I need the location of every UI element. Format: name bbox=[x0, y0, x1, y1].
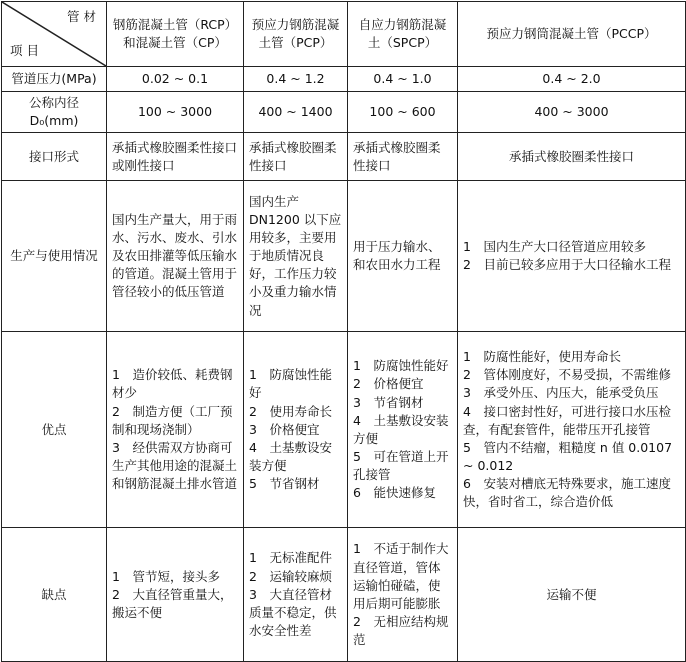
usage-label: 生产与使用情况 bbox=[2, 181, 107, 332]
advantages-rcp bbox=[107, 332, 244, 528]
header-spcp: 自应力钢筋混凝土（SPCP） bbox=[348, 2, 458, 67]
advantages-row bbox=[2, 332, 686, 528]
usage-spcp: 用于压力输水、和农田水力工程 bbox=[348, 181, 458, 332]
advantage-item: 2 价格便宜 bbox=[353, 376, 424, 392]
diameter-pcp: 400 ~ 1400 bbox=[244, 92, 348, 133]
joint-spcp: 承插式橡胶圈柔性接口 bbox=[348, 133, 458, 181]
corner-label-material: 管 材 bbox=[67, 9, 96, 24]
pipe-comparison-table bbox=[1, 1, 686, 662]
pressure-label: 管道压力(MPa) bbox=[2, 67, 107, 92]
disadvantages-pccp: 运输不便 bbox=[458, 528, 686, 662]
usage-row bbox=[2, 181, 686, 332]
advantage-item: 5 可在管道上开孔接管 bbox=[353, 448, 449, 482]
advantage-item: 1 造价较低、耗费钢材少 bbox=[112, 367, 233, 401]
advantages-spcp bbox=[348, 332, 458, 528]
advantages-pccp bbox=[458, 332, 686, 528]
diameter-row bbox=[2, 92, 686, 133]
header-row bbox=[2, 2, 686, 67]
diameter-spcp: 100 ~ 600 bbox=[348, 92, 458, 133]
advantage-item: 4 接口密封性好，可进行接口水压检查，有配套管件，能带压开孔接管 bbox=[463, 403, 671, 437]
corner-label-item: 项 目 bbox=[10, 42, 39, 58]
advantage-item: 4 土基敷设安装方便 bbox=[249, 439, 332, 473]
pressure-rcp: 0.02 ~ 0.1 bbox=[107, 67, 244, 92]
advantage-item: 1 防腐蚀性能好 bbox=[249, 367, 332, 401]
advantage-item: 2 管体刚度好，不易受损，不需维修 bbox=[463, 367, 671, 383]
advantage-item: 3 承受外压、内压大，能承受负压 bbox=[463, 385, 659, 401]
advantage-item: 3 经供需双方协商可生产其他用途的混凝土和钢筋混凝土排水管道 bbox=[112, 439, 238, 492]
header-rcp: 钢筋混凝土管（RCP）和混凝土管（CP） bbox=[107, 2, 244, 67]
diameter-rcp: 100 ~ 3000 bbox=[107, 92, 244, 133]
disadvantage-item: 2 运输较麻烦 bbox=[249, 568, 332, 584]
header-pcp: 预应力钢筋混凝土管（PCP） bbox=[244, 2, 348, 67]
pressure-pccp: 0.4 ~ 2.0 bbox=[458, 67, 686, 92]
advantage-item: 6 安装对槽底无特殊要求，施工速度快，省时省工，综合造价低 bbox=[463, 476, 671, 510]
diameter-pccp: 400 ~ 3000 bbox=[458, 92, 686, 133]
usage-pccp-item: 2 目前已较多应用于大口径输水工程 bbox=[463, 257, 671, 273]
disadvantage-item: 1 管节短，接头多 bbox=[112, 568, 220, 584]
advantage-item: 2 制造方便（工厂预制和现场浇制） bbox=[112, 403, 233, 437]
usage-pcp: 国内生产 DN1200 以下应用较多，主要用于地质情况良好，工作压力较小及重力输水情况 bbox=[244, 181, 348, 332]
advantage-item: 5 管内不结瘤，粗糙度 n 值 0.0107 ~ 0.012 bbox=[463, 439, 673, 473]
disadvantage-item: 1 不适于制作大直径管道，管体运输怕碰磕，使用后期可能膨胀 bbox=[353, 541, 449, 611]
disadvantage-item: 3 大直径管材质量不稳定，供水安全性差 bbox=[249, 586, 337, 638]
advantage-item: 1 防腐蚀性能好 bbox=[353, 358, 449, 374]
pressure-spcp: 0.4 ~ 1.0 bbox=[348, 67, 458, 92]
advantage-item: 5 节省钢材 bbox=[249, 476, 320, 492]
pressure-row bbox=[2, 67, 686, 92]
advantage-item: 6 能快速修复 bbox=[353, 485, 436, 501]
disadvantage-item: 2 大直径管重量大，搬运不便 bbox=[112, 586, 233, 620]
disadvantages-rcp bbox=[107, 528, 244, 662]
disadvantage-item: 1 无标准配件 bbox=[249, 550, 332, 566]
disadvantages-label: 缺点 bbox=[2, 528, 107, 662]
usage-pccp-item: 1 国内生产大口径管道应用较多 bbox=[463, 239, 646, 255]
joint-rcp: 承插式橡胶圈柔性接口或刚性接口 bbox=[107, 133, 244, 181]
advantage-item: 2 使用寿命长 bbox=[249, 403, 332, 419]
joint-pccp: 承插式橡胶圈柔性接口 bbox=[458, 133, 686, 181]
diameter-label: 公称内径 D₀(mm) bbox=[2, 92, 107, 133]
usage-pccp bbox=[458, 181, 686, 332]
disadvantages-spcp bbox=[348, 528, 458, 662]
header-pccp: 预应力钢筒混凝土管（PCCP） bbox=[458, 2, 686, 67]
disadvantages-pcp bbox=[244, 528, 348, 662]
advantage-item: 4 土基敷设安装方便 bbox=[353, 412, 449, 446]
corner-cell bbox=[2, 2, 107, 67]
joint-pcp: 承插式橡胶圈柔性接口 bbox=[244, 133, 348, 181]
advantages-pcp bbox=[244, 332, 348, 528]
disadvantages-row bbox=[2, 528, 686, 662]
joint-label: 接口形式 bbox=[2, 133, 107, 181]
advantage-item: 1 防腐性能好，使用寿命长 bbox=[463, 349, 621, 365]
joint-row bbox=[2, 133, 686, 181]
advantage-item: 3 价格便宜 bbox=[249, 421, 320, 437]
advantages-label: 优点 bbox=[2, 332, 107, 528]
advantage-item: 3 节省钢材 bbox=[353, 394, 424, 410]
disadvantage-item: 2 无相应结构规范 bbox=[353, 613, 449, 647]
usage-rcp: 国内生产量大，用于雨水、污水、废水、引水及农田排灌等低压输水的管道。混凝土管用于管径较小的低压管道 bbox=[107, 181, 244, 332]
pressure-pcp: 0.4 ~ 1.2 bbox=[244, 67, 348, 92]
